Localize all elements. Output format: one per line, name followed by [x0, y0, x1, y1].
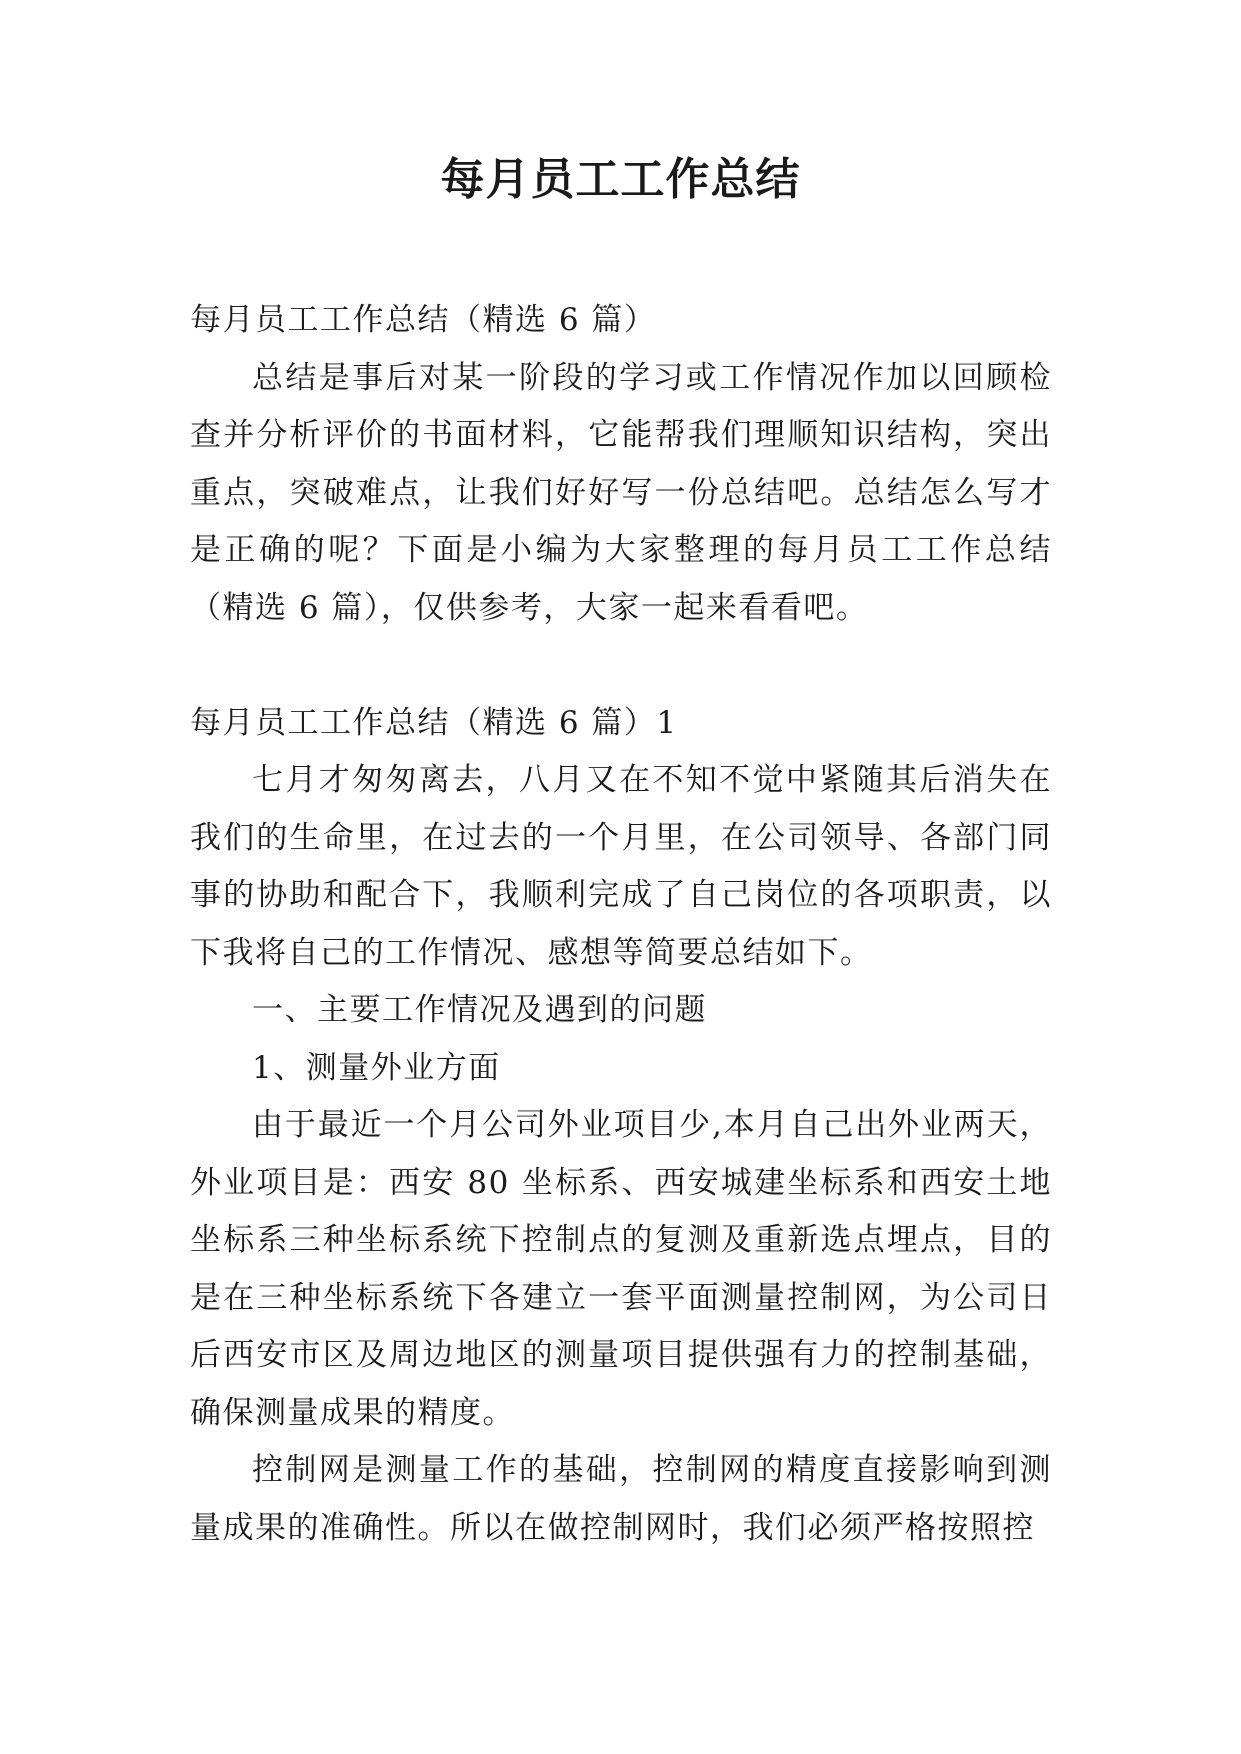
- paragraph-spacer: [190, 637, 1052, 695]
- body-paragraph: 由于最近一个月公司外业项目少,本月自己出外业两天，外业项目是：西安 80 坐标系、西安城建坐标系和西安土地坐标系三种坐标系统下控制点的复测及重新选点埋点，目的是在三种坐标系统下各建立一套平面测量控制网，为公司日后西安市区及周边地区的测量项目提供强有力的控制基础，确保测量成果的精度。: [190, 1107, 1052, 1431]
- section-heading: 一、主要工作情况及遇到的问题: [252, 992, 707, 1028]
- body-paragraph: 控制网是测量工作的基础，控制网的精度直接影响到测量成果的准确性。所以在做控制网时，我们必须严格按照控: [190, 1452, 1052, 1546]
- intro-paragraph: 总结是事后对某一阶段的学习或工作情况作加以回顾检查并分析评价的书面材料，它能帮我们理顺知识结构，突出重点，突破难点，让我们好好写一份总结吧。总结怎么写才是正确的呢？下面是小编为大家整理的每月员工工作总结（精选 6 篇），仅供参考，大家一起来看看吧。: [190, 359, 1052, 626]
- document-title: 每月员工工作总结: [440, 154, 801, 205]
- document-subtitle: 每月员工工作总结（精选 6 篇）: [190, 302, 657, 338]
- section-title: 每月员工工作总结（精选 6 篇）1: [190, 704, 678, 741]
- document-body: [190, 292, 1052, 1557]
- subsection-heading: 1、测量外业方面: [252, 1049, 501, 1086]
- body-paragraph: 七月才匆匆离去，八月又在不知不觉中紧随其后消失在我们的生命里，在过去的一个月里，在公司领导、各部门同事的协助和配合下，我顺利完成了自己岗位的各项职责，以下我将自己的工作情况、感想等简要总结如下。: [190, 762, 1052, 971]
